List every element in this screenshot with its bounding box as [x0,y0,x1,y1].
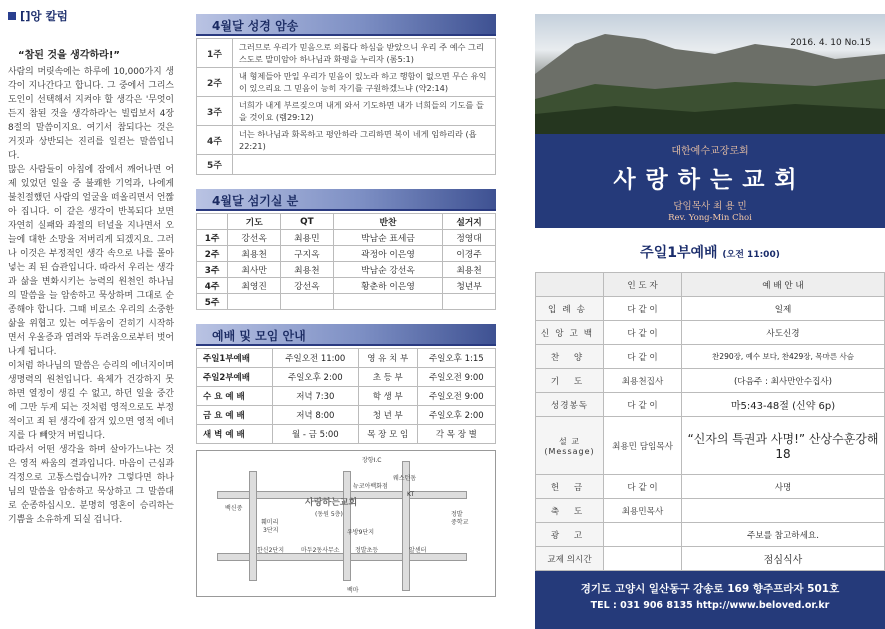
church-name: 사랑하는교회 [613,167,807,193]
table-row: 신앙고백 다 같 이 사도신경 [536,321,885,345]
contact-footer [535,571,885,629]
church-address: 경기도 고양시 일산동구 강송로 169 향주프라자 501호 [580,583,840,595]
table-row: 3주 너희가 내게 부르짖으며 내게 와서 기도하면 내가 너희들의 기도를 들을 것이요 (렘29:12) [197,97,496,126]
table-row: 교제 의시간 점심식사 [536,547,885,571]
table-row: 축 도 최용민목사 [536,499,885,523]
pastor-name-en: Rev. Yong-Min Choi [668,213,752,223]
table-row: 주일2부예배 주일오후 2:00 초 등 부 주일오전 9:00 [197,368,496,387]
essay-paragraph: 따라서 어떤 생각을 하며 살아가느냐는 것은 영적 싸움의 결과입니다. 마음이 근심과 걱정으로 고통스럽습니까? 그렇다면 하나님의 말씀을 암송하고 묵상하고 그 말씀대로 순종하십시오. 분명히 영혼이 승리하는 기쁨을 소유하게 되실 겁니다. [8,445,174,525]
middle-column [196,14,496,597]
mountain-landscape-icon [535,14,885,134]
table-row: 금 요 예 배 저녁 8:00 청 년 부 주일오후 2:00 [197,406,496,425]
table-row: 성경봉독 다 같 이 마5:43-48절 (신약 6p) [536,393,885,417]
table-header-row: 기도 QT 반찬 설거지 [197,214,496,230]
table-row: 1주 강선옥 최용민 박남순 표세금 정영대 [197,230,496,246]
table-row: 4주 너는 하나님과 화목하고 평안하라 그리하면 복이 네게 임하리라 (욥22:21) [197,126,496,155]
worship-title: 주일1부예배 (오전 11:00) [640,245,780,261]
servers-banner: 4월달 섬기실 분 [196,189,496,211]
table-row: 입례송 다 같 이 일제 [536,297,885,321]
table-row: 1주 그러므로 우리가 믿음으로 의롭다 하심을 받았으니 우리 주 예수 그리스도로 말미암아 하나님과 화평을 누리자 (롬5:1) [197,39,496,68]
table-row: 광 고 주보를 참고하세요. [536,523,885,547]
table-row: 기 도 최용천집사 (다음주 : 최사만안수집사) [536,369,885,393]
church-marker: 사랑하는교회 [305,498,358,508]
column-heading: []앙 칼럼 [8,8,174,24]
table-row: 5주 [197,155,496,175]
verses-banner: 4월달 성경 암송 [196,14,496,36]
table-row: 찬 양 다 같 이 찬290장, 예수 보다, 찬429장, 목마른 사슴 [536,345,885,369]
table-row: 새 벽 예 배 월 - 금 5:00 목 장 모 임 각 목 장 별 [197,425,496,444]
essay-subtitle: “참된 것을 생각하라!” [18,50,120,61]
worship-order-table [535,272,885,571]
table-row: 설 교 (Message) 최용민 담임목사 “신자의 특권과 사명!” 산상수훈강해18 [536,417,885,475]
table-row: 4주 최영진 강선옥 황춘하 이은영 청년부 [197,278,496,294]
pastor-name: 담임목사 최 용 민 [673,201,747,212]
mountain-photo [535,14,885,134]
table-row: 2주 내 형제들아 만일 우리가 믿음이 있노라 하고 행함이 없으면 무슨 유익이 있으리요 그 믿음이 능히 자기를 구원하겠느냐 (약2:14) [197,68,496,97]
cover-column [535,14,885,629]
table-row: 수 요 예 배 저녁 7:30 학 생 부 주일오전 9:00 [197,387,496,406]
location-map: 장항I.C 웨스턴돔 백신중 뉴코아백화점 KT 사랑하는교회 (동원 5층) 훼미리 3단지 우방9단지 정발 중학교 한신2단지 마두2동사무소 정발초등 알센터 백마 [196,450,496,597]
column-essay [0,0,182,527]
essay-paragraph: 이처럼 하나님의 말씀은 승리의 에너지이며 생명력의 원천입니다. 육체가 건강하지 못하면 열정이 생길 수 없고, 하던 일을 중간에 그만 두게 되는 것처럼 영적으로도 부정적이고 죄 된 생각에 잠겨 있으면 영적 에너지를 다 빼앗겨 버립니다. [8,361,174,441]
table-row: 3주 최사만 최용천 박남순 강선옥 최용천 [197,262,496,278]
servers-table [196,213,496,310]
square-bullet-icon [8,12,16,20]
map-road [343,471,351,581]
church-title-box [535,134,885,228]
table-row: 2주 최용천 구지옥 곽정아 이은영 이경주 [197,246,496,262]
essay-paragraph: 사람의 머릿속에는 하루에 10,000가지 생각이 지나간다고 합니다. 그 중에서 그리스도인이 선택해서 지켜야 할 생각은 '무엇이든지 참된 것을 생각하라'는 빌립보서 4장 8절의 말씀이지요. 여기서 참되다는 것은 거짓과 상반되는 진리를 일컫는 말씀입니다. [8,67,174,161]
table-row: 5주 [197,294,496,310]
table-header-row: 인 도 자 예 배 안 내 [536,273,885,297]
essay-paragraph: 많은 사람들이 아침에 잠에서 깨어나면 어제 있었던 일을 중 불쾌한 기억과, 나에게 불친절했던 사람의 얼굴을 떠올리면서 언짢아 집니다. 이 같은 생각이 반복되다 보면 자연히 실패와 좌절의 터널을 지나면서 오늘에 대한 소망을 저버리게 되겠지요. 그러나 이것은 부정적인 생각 속으로 나를 몰아 넣는 죄 된 습관입니다. 따라서 우리는 생각과 삶을 변화시키는 능력의 원천인 하나님의 말씀을 늘 암송하고 묵상하며 그대로 순종해야 합니다. 그때 비로소 우리의 소중한 삶을 위협고 있는 여두움이 걷히기 시작하면서 우울증과 염려와 두려움으로부터 벗어나게 됩니다. [8,165,174,357]
denomination: 대한예수교장로회 [671,146,749,157]
table-row: 주일1부예배 주일오전 11:00 영 유 치 부 주일오후 1:15 [197,349,496,368]
table-row: 헌 금 다 같 이 사명 [536,475,885,499]
verses-table [196,38,496,175]
schedule-banner: 예배 및 모임 안내 [196,324,496,346]
church-contact: TEL : 031 906 8135 http://www.beloved.or.kr [590,600,830,611]
map-road [249,471,257,581]
issue-date: 2016. 4. 10 No.15 [790,38,871,48]
schedule-table [196,348,496,444]
